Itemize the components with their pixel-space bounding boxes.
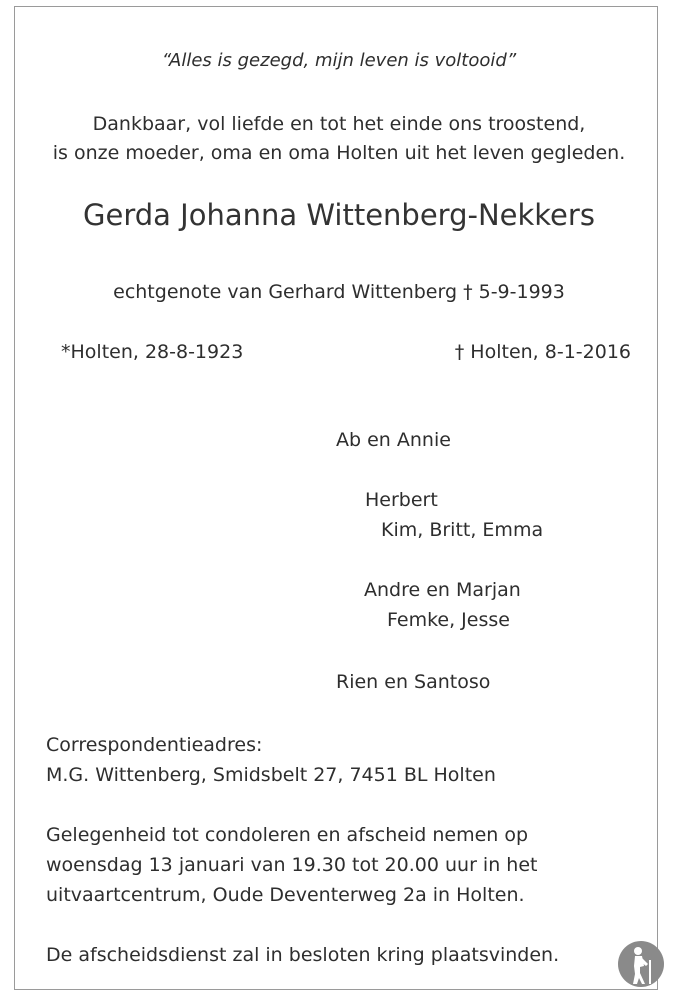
closing-line: De afscheidsdienst zal in besloten kring plaatsvinden. xyxy=(46,944,560,966)
correspondence-address: M.G. Wittenberg, Smidsbelt 27, 7451 BL Holten xyxy=(46,764,496,786)
family-group-3-children: Femke, Jesse xyxy=(387,609,510,631)
family-group-3: Andre en Marjan xyxy=(364,579,521,601)
family-group-2: Herbert xyxy=(365,489,438,511)
family-group-2-children: Kim, Britt, Emma xyxy=(381,519,544,541)
condolence-line-2: woensdag 13 januari van 19.30 tot 20.00 uur in het xyxy=(46,854,538,876)
condolence-line-3: uitvaartcentrum, Oude Deventerweg 2a in Holten. xyxy=(46,884,525,906)
spouse-line: echtgenote van Gerhard Wittenberg † 5-9-1993 xyxy=(113,281,565,303)
death-date: † Holten, 8-1-2016 xyxy=(454,341,631,363)
correspondence-label: Correspondentieadres: xyxy=(46,734,263,756)
family-group-1: Ab en Annie xyxy=(336,429,451,451)
condolence-line-1: Gelegenheid tot condoleren en afscheid nemen op xyxy=(46,824,529,846)
deceased-name: Gerda Johanna Wittenberg-Nekkers xyxy=(83,198,595,232)
intro-line-1: Dankbaar, vol liefde en tot het einde ons troostend, xyxy=(92,113,586,135)
walking-figure-logo-icon xyxy=(617,940,665,988)
family-group-4: Rien en Santoso xyxy=(336,671,491,693)
quote: “Alles is gezegd, mijn leven is voltooid” xyxy=(161,50,517,71)
intro-line-2: is onze moeder, oma en oma Holten uit het leven gegleden. xyxy=(52,142,626,164)
birth-date: *Holten, 28-8-1923 xyxy=(61,341,244,363)
